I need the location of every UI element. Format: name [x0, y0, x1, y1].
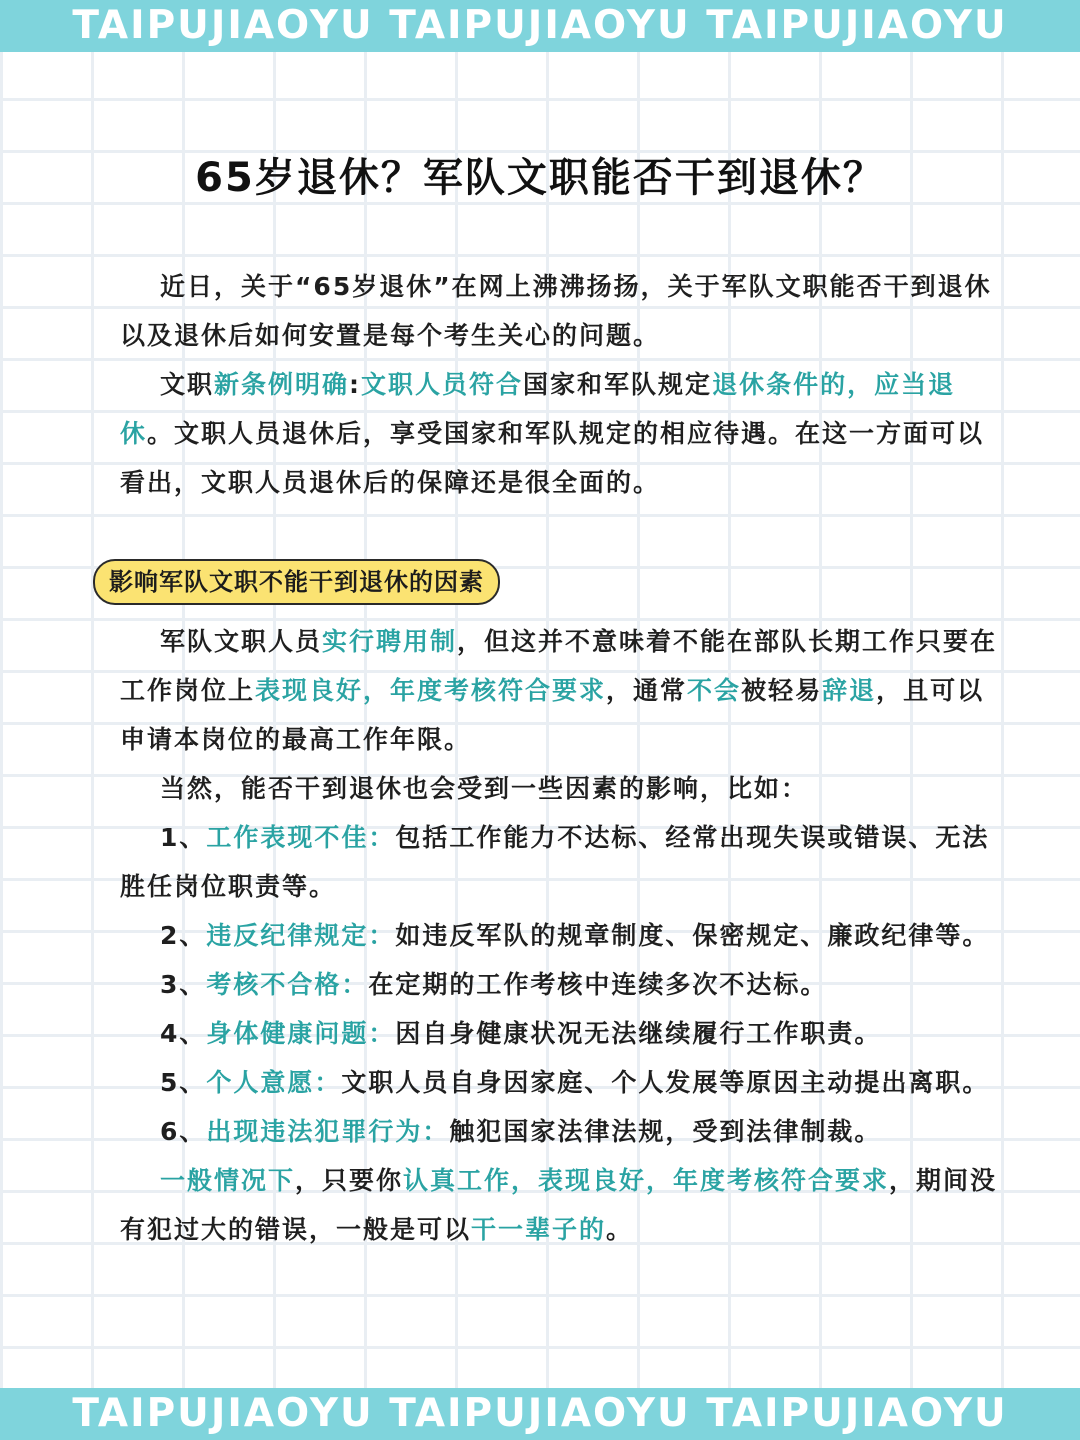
factor-label: 个人意愿： [206, 1068, 342, 1097]
banner-text: TAIPUJIAOYU TAIPUJIAOYU TAIPUJIAOYU [72, 1391, 1008, 1436]
highlight-text: 不会 [687, 676, 742, 705]
factor-label: 出现违法犯罪行为： [206, 1117, 450, 1146]
highlight-text: 一般情况下 [160, 1166, 296, 1195]
factor-item-3 [120, 960, 1000, 1009]
top-banner [0, 0, 1080, 52]
factor-number: 2、 [160, 921, 207, 950]
intro-paragraph-1: 近日，关于“65岁退休”在网上沸沸扬扬，关于军队文职能否干到退休以及退休后如何安置是每个考生关心的问题。 [120, 272, 992, 350]
highlight-text: 文职人员符合 [361, 370, 524, 399]
intro-paragraph-2 [120, 360, 1000, 507]
factor-item-6 [120, 1107, 1000, 1156]
factor-item-5 [120, 1058, 1000, 1107]
factor-label: 工作表现不佳： [206, 823, 396, 852]
factor-number: 3、 [160, 970, 207, 999]
factor-text: 文职人员自身因家庭、个人发展等原因主动提出离职。 [341, 1068, 990, 1097]
text-span: ，通常 [606, 676, 688, 705]
factor-item-1 [120, 813, 1000, 911]
factor-number: 5、 [160, 1068, 207, 1097]
factor-number: 6、 [160, 1117, 207, 1146]
factor-text: 触犯国家法律法规，受到法律制裁。 [449, 1117, 882, 1146]
factor-number: 4、 [160, 1019, 207, 1048]
factor-number: 1、 [160, 823, 207, 852]
text-span: ，但这并不意味着不能在部队长期工作只要在工作岗位上 [120, 627, 998, 705]
text-span: ，只要你 [295, 1166, 404, 1195]
factor-label: 违反纪律规定： [206, 921, 396, 950]
factor-label: 身体健康问题： [206, 1019, 396, 1048]
factors-section [120, 617, 1000, 1254]
factor-text: 在定期的工作考核中连续多次不达标。 [368, 970, 828, 999]
highlight-text: 表现良好，年度考核符合要求 [255, 676, 607, 705]
factor-label: 考核不合格： [206, 970, 369, 999]
factor-text: 包括工作能力不达标、经常出现失误或错误、无法胜任岗位职责等。 [120, 823, 990, 901]
factor-item-4 [120, 1009, 1000, 1058]
text-span: 军队文职人员 [160, 627, 323, 656]
page-title: 65岁退休？军队文职能否干到退休？ [195, 155, 885, 201]
section-tag: 影响军队文职不能干到退休的因素 [93, 559, 500, 605]
highlight-text: 退休条件的，应当退休 [120, 370, 956, 448]
highlight-text: 实行聘用制 [322, 627, 458, 656]
text-span: 文职 [160, 370, 215, 399]
highlight-text: 辞退 [822, 676, 877, 705]
highlight-text: 干一辈子的 [471, 1215, 607, 1244]
factor-text: 如违反军队的规章制度、保密规定、廉政纪律等。 [395, 921, 990, 950]
highlight-text: 新条例明确 [214, 370, 350, 399]
factor-text: 因自身健康状况无法继续履行工作职责。 [395, 1019, 882, 1048]
section-paragraph-2: 当然，能否干到退休也会受到一些因素的影响，比如： [160, 774, 809, 803]
factor-item-2 [120, 911, 1000, 960]
text-span: ，期间没有犯过大的错误，一般是可以 [120, 1166, 998, 1244]
conclusion-paragraph [120, 1156, 1000, 1254]
text-span: ，且可以申请本岗位的最高工作年限。 [120, 676, 985, 754]
text-span: 国家和军队规定 [523, 370, 713, 399]
bottom-banner [0, 1388, 1080, 1440]
text-span: 被轻易 [741, 676, 823, 705]
intro-section [120, 262, 1000, 507]
section-paragraph-1 [120, 617, 1000, 764]
text-span: : [349, 370, 362, 399]
highlight-text: 认真工作，表现良好，年度考核符合要求 [403, 1166, 890, 1195]
banner-text: TAIPUJIAOYU TAIPUJIAOYU TAIPUJIAOYU [72, 3, 1008, 48]
text-span: 。 [606, 1215, 634, 1244]
text-span: 。文职人员退休后，享受国家和军队规定的相应待遇。在这一方面可以看出，文职人员退休后的保障还是很全面的。 [120, 419, 985, 497]
